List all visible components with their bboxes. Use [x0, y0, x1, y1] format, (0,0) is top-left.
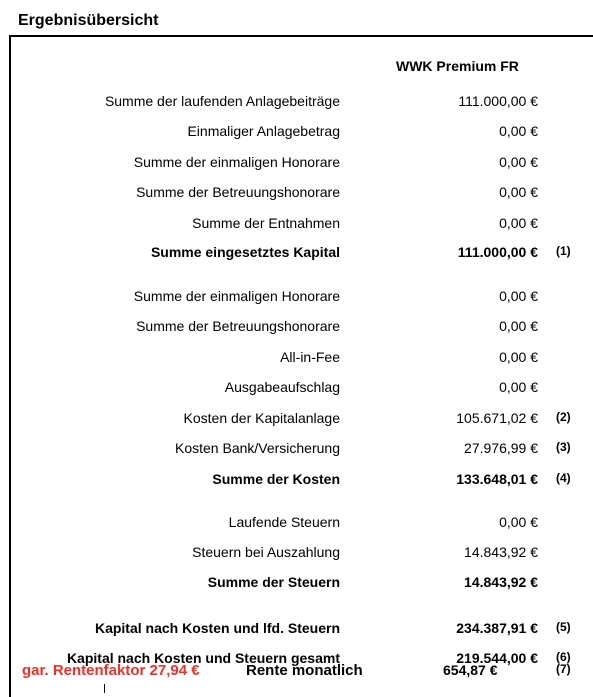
row-label: Kapital nach Kosten und lfd. Steuern — [94, 620, 340, 636]
table-row — [0, 440, 593, 460]
row-value: 0,00 € — [499, 123, 538, 139]
table-row — [0, 514, 593, 534]
row-value: 0,00 € — [499, 379, 538, 395]
page-title: Ergebnisübersicht — [18, 12, 159, 29]
rentenfaktor-label: gar. Rentenfaktor 27,94 € — [22, 662, 200, 679]
row-label: Summe der Entnahmen — [192, 215, 340, 231]
row-value: 0,00 € — [499, 514, 538, 530]
row-note: (5) — [556, 620, 571, 634]
row-note: (4) — [556, 471, 571, 485]
row-value: 27.976,99 € — [464, 440, 538, 456]
table-row-total — [0, 574, 593, 594]
row-label: All-in-Fee — [280, 349, 340, 365]
row-value: 0,00 € — [499, 318, 538, 334]
row-label: Ausgabeaufschlag — [224, 379, 340, 395]
row-label: Summe der Betreuungshonorare — [136, 318, 340, 334]
row-note: (1) — [556, 244, 571, 258]
row-value: 0,00 € — [499, 349, 538, 365]
table-row — [0, 123, 593, 143]
row-value: 133.648,01 € — [456, 471, 538, 487]
row-label: Summe der einmaligen Honorare — [133, 154, 340, 170]
row-label: Summe der Betreuungshonorare — [136, 184, 340, 200]
row-label: Summe eingesetztes Kapital — [150, 244, 340, 260]
table-row — [0, 379, 593, 399]
row-label: Summe der Steuern — [207, 574, 340, 590]
table-row — [0, 410, 593, 430]
row-value: 0,00 € — [499, 288, 538, 304]
row-note: (6) — [556, 650, 571, 664]
bottom-line — [22, 662, 582, 682]
row-label: Summe der Kosten — [212, 471, 340, 487]
row-label: Kosten Bank/Versicherung — [175, 440, 340, 456]
row-label: Laufende Steuern — [228, 514, 340, 530]
row-note: (2) — [556, 410, 571, 424]
table-row — [0, 544, 593, 564]
row-value: 0,00 € — [499, 215, 538, 231]
row-value: 219.544,00 € — [456, 650, 538, 666]
table-row-total — [0, 620, 593, 640]
table-row — [0, 215, 593, 235]
row-value: 111.000,00 € — [457, 244, 538, 260]
column-header: WWK Premium FR — [396, 58, 519, 74]
row-label: Einmaliger Anlagebetrag — [187, 123, 340, 139]
row-value: 111.000,00 € — [458, 93, 538, 109]
row-value: 0,00 € — [499, 154, 538, 170]
table-row — [0, 349, 593, 369]
row-label: Steuern bei Auszahlung — [192, 544, 340, 560]
rente-note: (7) — [556, 662, 571, 676]
table-row — [0, 318, 593, 338]
table-row — [0, 288, 593, 308]
row-value: 14.843,92 € — [464, 574, 538, 590]
row-value: 14.843,92 € — [464, 544, 538, 560]
row-label: Kapital nach Kosten und Steuern gesamt — [66, 650, 340, 666]
row-note: (3) — [556, 440, 571, 454]
row-value: 105.671,02 € — [456, 410, 538, 426]
table-row-total — [0, 471, 593, 491]
divider-tick — [104, 684, 105, 693]
table-row-total — [0, 244, 593, 264]
row-label: Summe der einmaligen Honorare — [133, 288, 340, 304]
table-row — [0, 184, 593, 204]
table-row — [0, 93, 593, 113]
row-value: 234.387,91 € — [456, 620, 538, 636]
table-row — [0, 154, 593, 174]
row-value: 0,00 € — [499, 184, 538, 200]
rente-value: 654,87 € — [443, 662, 498, 678]
row-label: Kosten der Kapitalanlage — [183, 410, 340, 426]
row-label: Summe der laufenden Anlagebeiträge — [104, 93, 340, 109]
rente-label: Rente monatlich — [246, 662, 363, 679]
